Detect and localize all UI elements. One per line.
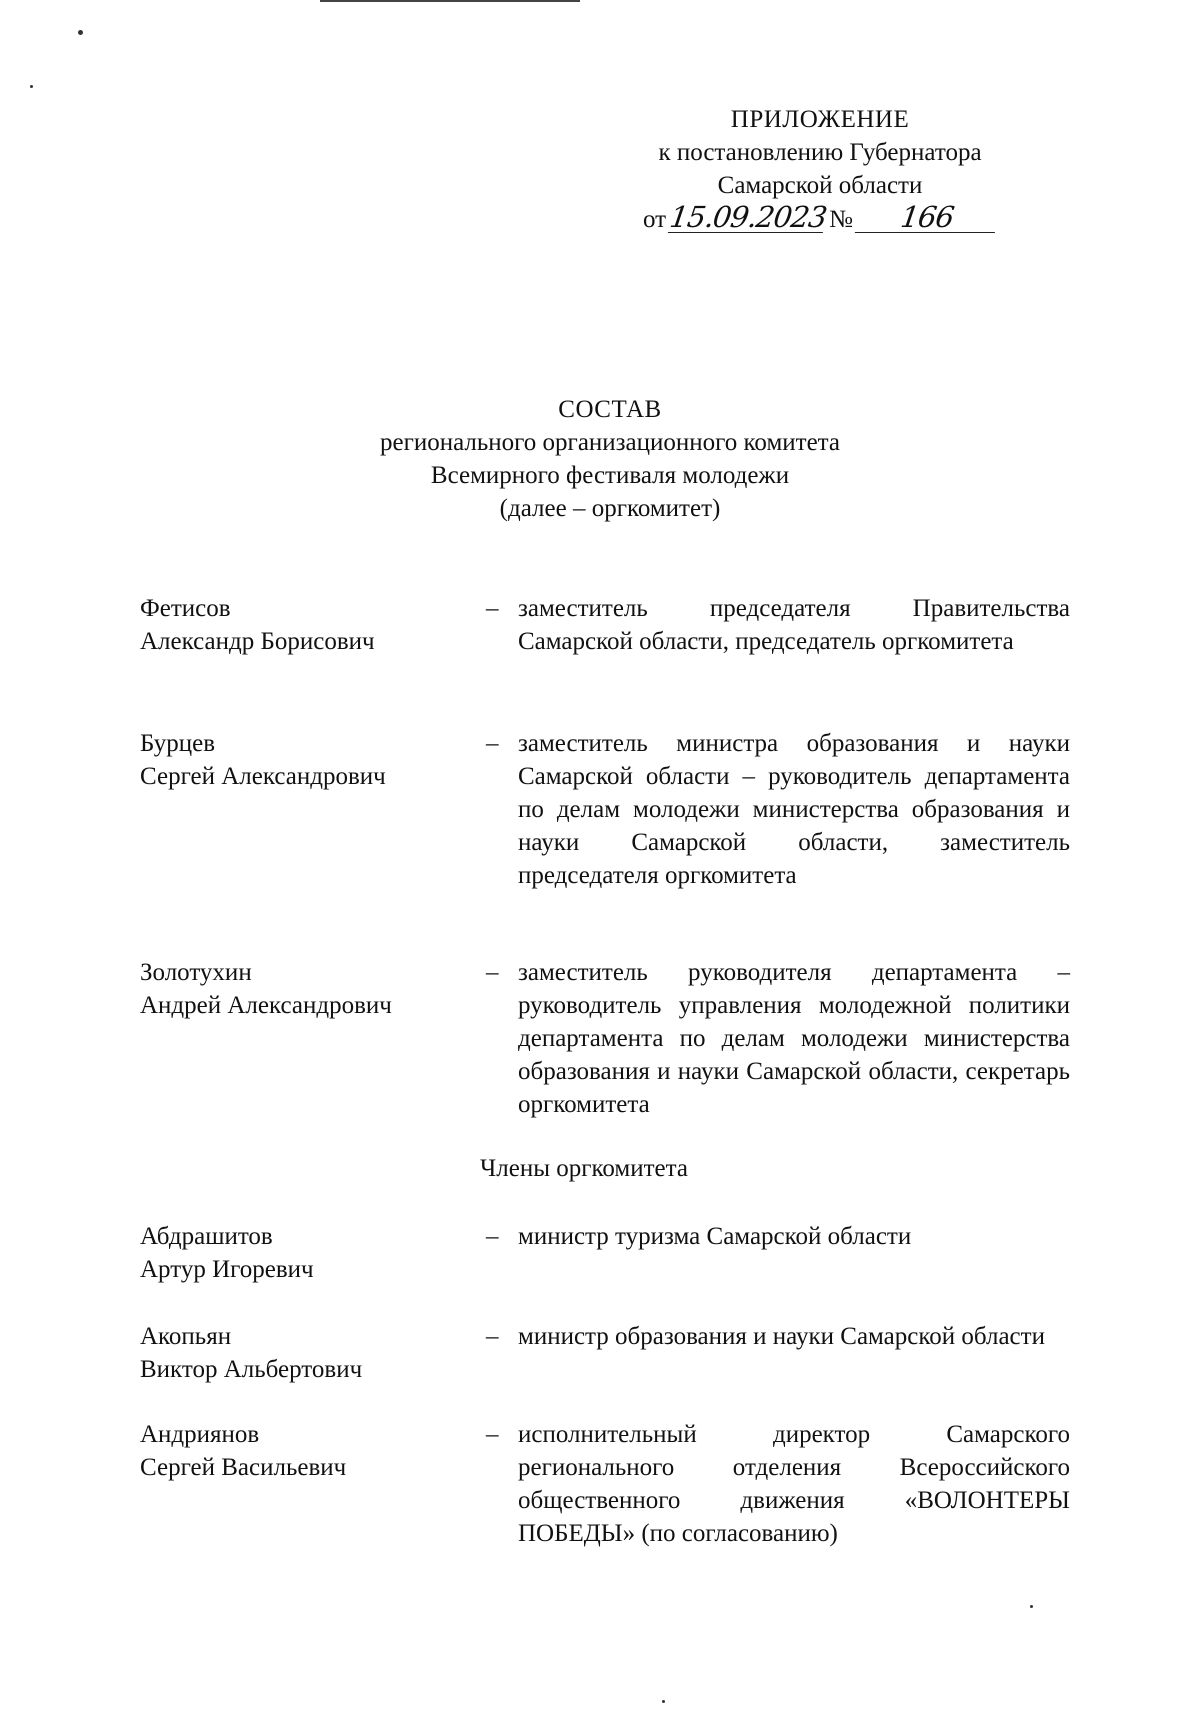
member-name: [140, 592, 460, 658]
appendix-date-line: [643, 202, 997, 236]
member-surname: Фетисов: [140, 595, 231, 622]
member-given-names: Сергей Александрович: [140, 763, 386, 790]
appendix-title: ПРИЛОЖЕНИЕ: [730, 106, 910, 133]
member-position: министр образования и науки Самарской области: [518, 1323, 1045, 1350]
appendix-block: [560, 103, 1080, 236]
document-heading: [300, 393, 920, 525]
scan-speck: [30, 85, 33, 88]
heading-line-2: Всемирного фестиваля молодежи: [430, 462, 790, 489]
handwritten-number: 166: [855, 202, 999, 233]
handwritten-date: 15.09.2023: [667, 200, 829, 234]
entry-dash: –: [486, 730, 499, 757]
member-position: заместитель министра образования и науки Самарской области – руководитель департамента по делам молодежи министерства образования и науки Самарской области, заместитель председателя оргкомитета: [518, 730, 1070, 889]
member-surname: Абдрашитов: [140, 1223, 273, 1250]
member-position: министр туризма Самарской области: [518, 1223, 912, 1250]
entry-dash: –: [486, 1323, 499, 1350]
members-section-title: Члены оргкомитета: [480, 1155, 688, 1182]
member-name: [140, 1418, 460, 1484]
member-given-names: Виктор Альбертович: [140, 1356, 363, 1383]
appendix-line-1: к постановлению Губернатора: [658, 139, 982, 166]
entry-dash: –: [486, 959, 499, 986]
member-given-names: Артур Игоревич: [140, 1256, 314, 1283]
entry-dash: –: [486, 595, 499, 622]
member-name: [140, 1220, 460, 1286]
member-position: заместитель председателя Правительства Самарской области, председатель оргкомитета: [518, 595, 1070, 655]
member-name: [140, 727, 460, 793]
heading-title: СОСТАВ: [558, 396, 662, 423]
member-surname: Золотухин: [140, 959, 252, 986]
scan-speck: [1030, 1605, 1033, 1608]
member-given-names: Александр Борисович: [140, 628, 375, 655]
member-position: заместитель руководителя департамента – руководитель управления молодежной политики департамента по делам молодежи министерства образования и науки Самарской области, секретарь оргкомитета: [518, 959, 1070, 1118]
member-name: [140, 956, 460, 1022]
number-sign: №: [829, 206, 853, 233]
member-surname: Андриянов: [140, 1421, 260, 1448]
entry-dash: –: [486, 1223, 499, 1250]
appendix-line-2: Самарской области: [717, 172, 923, 199]
heading-line-3: (далее – оргкомитет): [499, 495, 721, 522]
member-given-names: Андрей Александрович: [140, 992, 392, 1019]
heading-line-1: регионального организационного комитета: [380, 429, 840, 456]
member-name: [140, 1320, 460, 1386]
entry-dash: –: [486, 1421, 499, 1448]
member-position: исполнительный директор Самарского регионального отделения Всероссийского общественного движения «ВОЛОНТЕРЫ ПОБЕДЫ» (по согласованию): [518, 1421, 1070, 1547]
scan-artifact-line: [320, 0, 580, 2]
date-prefix: от: [643, 206, 667, 233]
member-given-names: Сергей Васильевич: [140, 1454, 347, 1481]
scan-speck: [662, 1700, 665, 1703]
scan-speck: [78, 30, 83, 35]
member-surname: Акопьян: [140, 1323, 232, 1350]
member-surname: Бурцев: [140, 730, 216, 757]
